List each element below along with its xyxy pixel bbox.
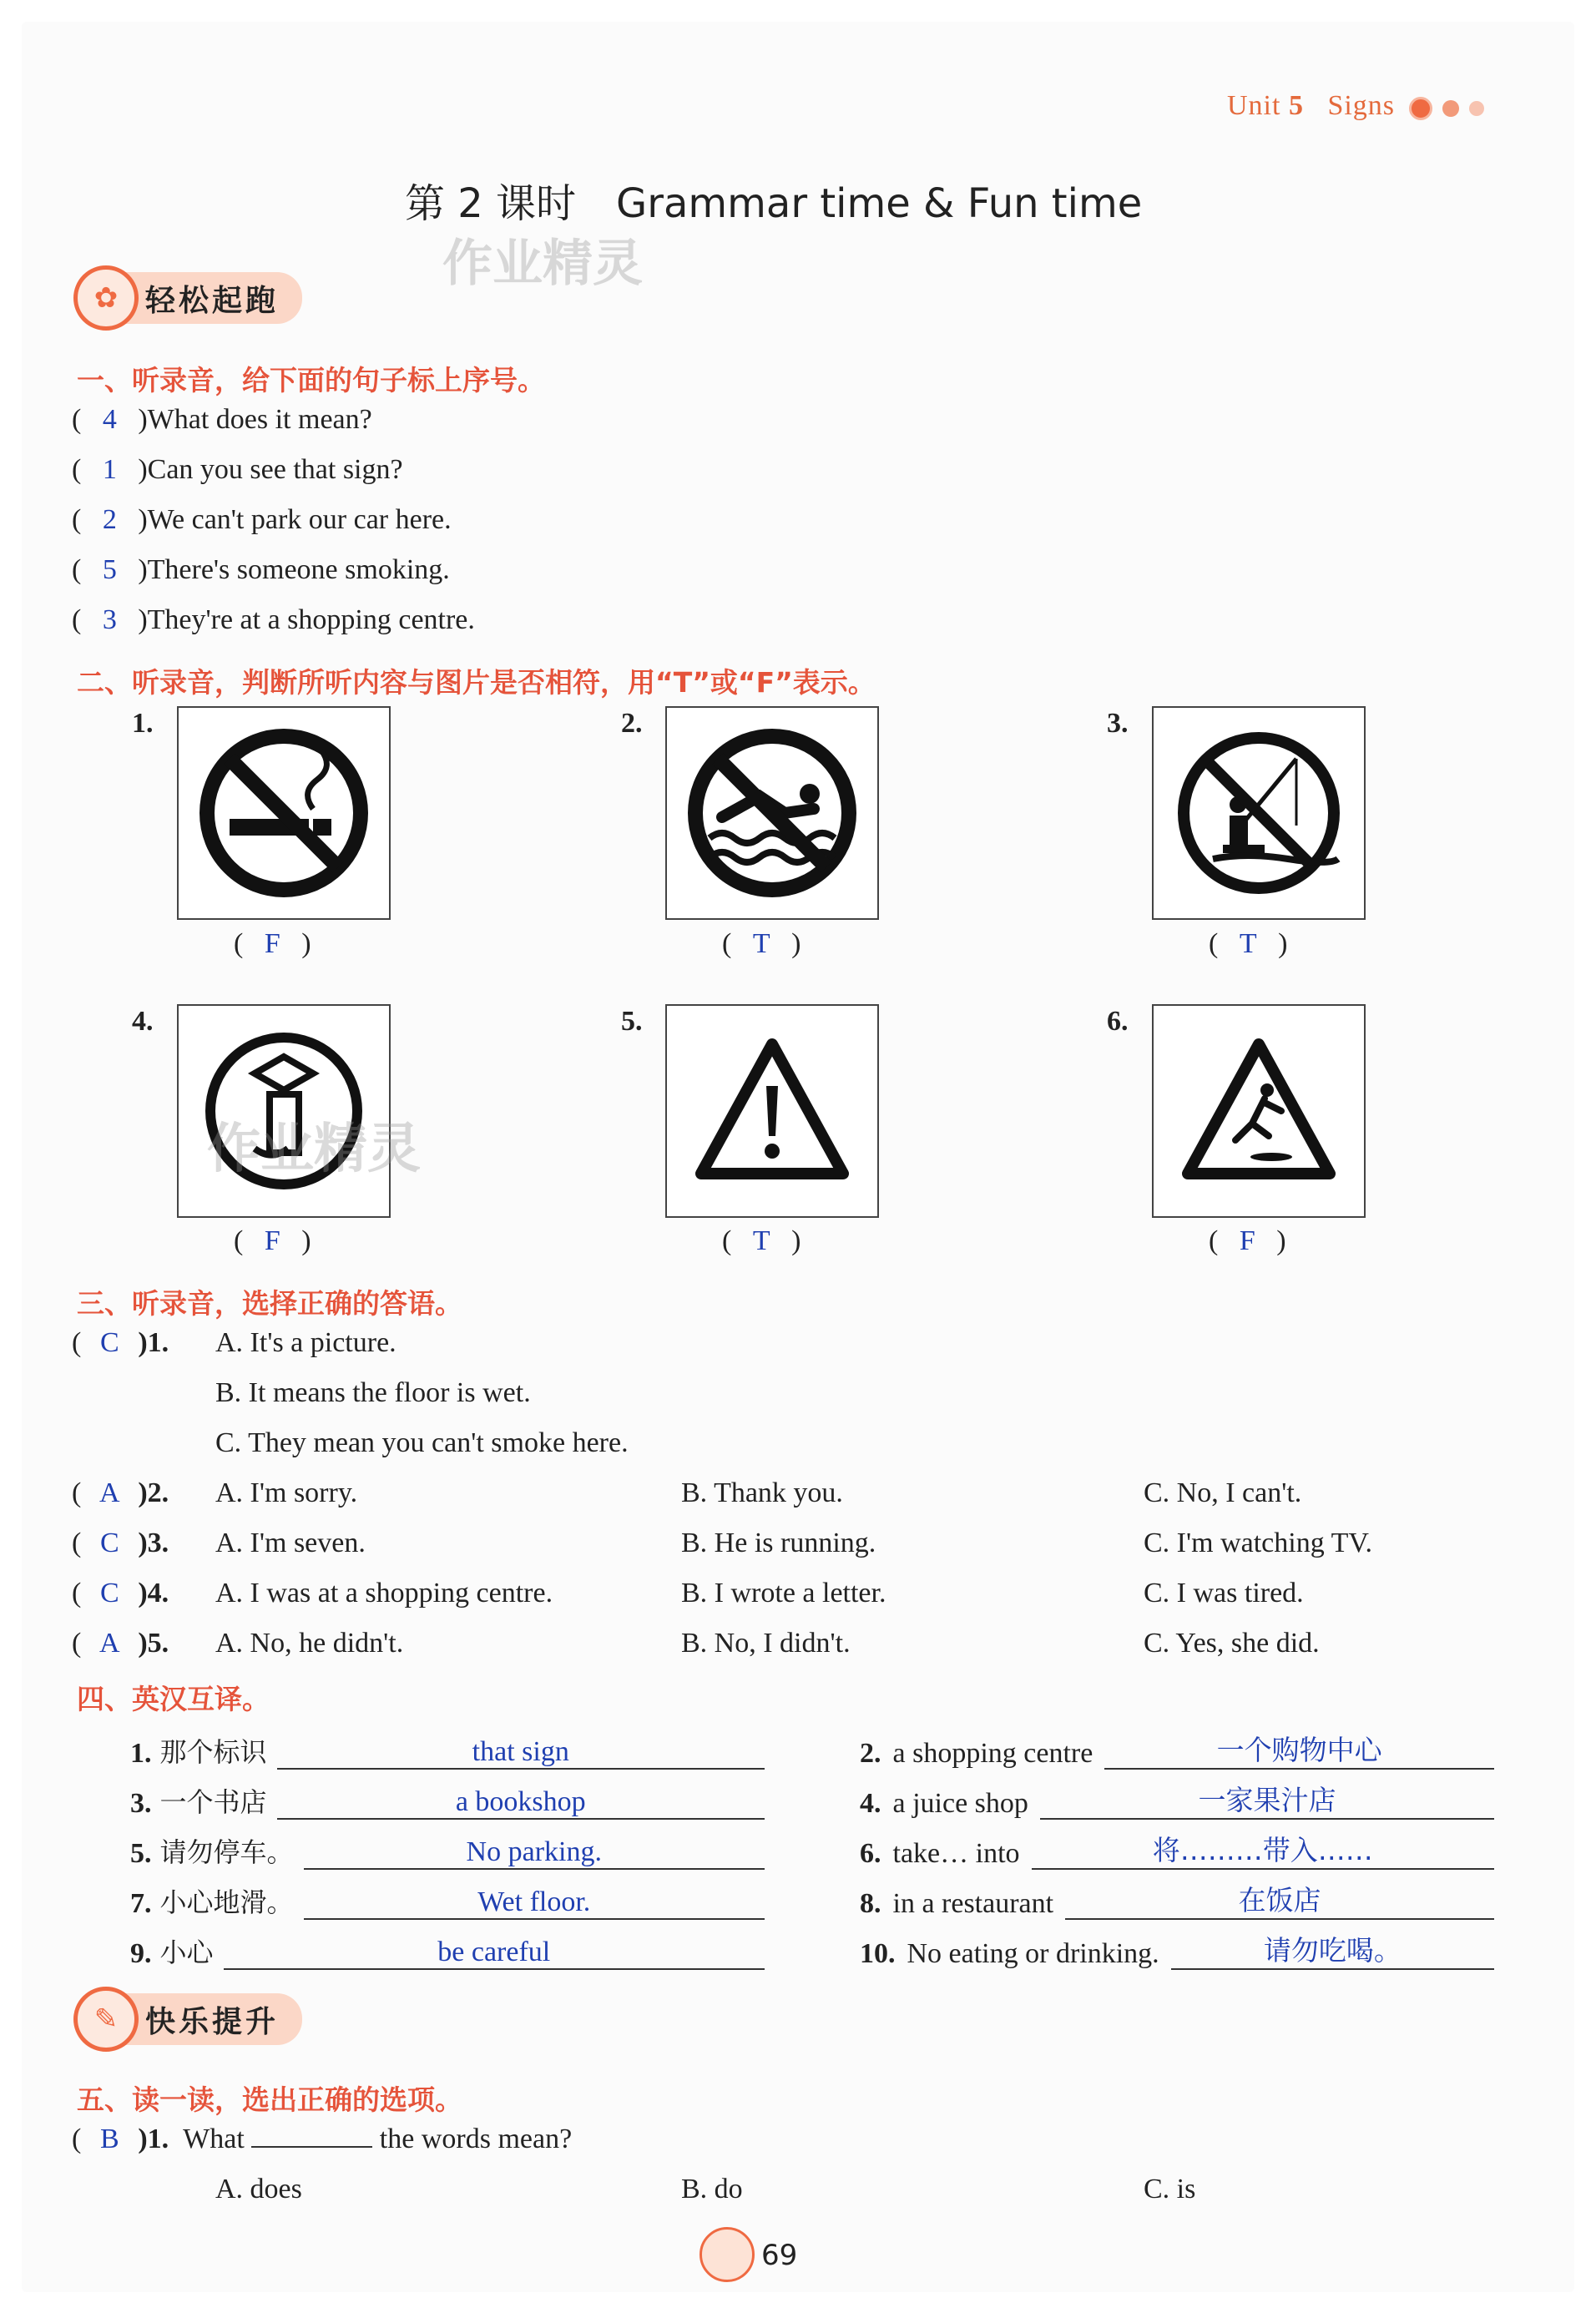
section5-heading: 五、读一读，选出正确的选项。 xyxy=(77,2083,462,2116)
answer: 3 xyxy=(102,604,117,635)
translation-row xyxy=(860,1770,1494,1820)
question-number: )3. xyxy=(138,1528,169,1558)
page-title: 第 2 课时 Grammar time & Fun time xyxy=(405,180,1143,227)
no-fishing-icon xyxy=(1152,706,1366,920)
answer-blank[interactable]: that sign xyxy=(277,1736,765,1770)
option-b: B. He is running. xyxy=(681,1528,876,1558)
translation-row xyxy=(130,1820,765,1870)
no-swimming-icon xyxy=(665,706,879,920)
answer: 2 xyxy=(102,504,117,535)
question-number: )5. xyxy=(138,1628,169,1659)
answer: 4 xyxy=(102,404,117,435)
page-number: 69 xyxy=(761,2239,798,2272)
prompt: No eating or drinking. xyxy=(907,1938,1159,1969)
option-b: B. Thank you. xyxy=(681,1477,843,1508)
option-a: A. No, he didn't. xyxy=(215,1628,404,1659)
translation-row xyxy=(860,1920,1494,1970)
question-number: )4. xyxy=(138,1578,169,1608)
question-row: ( C )4. A. I was at a shopping centre. B. I wrote a letter. C. I was tired. xyxy=(72,1578,1304,1608)
answer-box: ( T ) xyxy=(722,928,801,959)
question-number: )1. xyxy=(138,2124,169,2154)
badge-label: 轻松起跑 xyxy=(145,283,280,318)
sign-number: 5. xyxy=(621,1006,643,1037)
option-c: C. I'm watching TV. xyxy=(1144,1528,1373,1558)
section-badge-warmup xyxy=(77,272,302,324)
option-a: A. I'm seven. xyxy=(215,1528,366,1558)
answer-blank[interactable]: be careful xyxy=(224,1937,765,1970)
answer-blank[interactable]: a bookshop xyxy=(277,1786,765,1820)
unit-header xyxy=(1227,90,1395,122)
item-number: 5. xyxy=(130,1838,152,1869)
answer: B xyxy=(99,2124,119,2154)
option-c: C. They mean you can't smoke here. xyxy=(215,1427,629,1458)
translation-row xyxy=(860,1720,1494,1770)
option-a: A. I'm sorry. xyxy=(215,1477,358,1508)
unit-prefix: Unit xyxy=(1227,90,1281,121)
translation-row xyxy=(130,1720,765,1770)
option-b: B. do xyxy=(681,2174,743,2204)
section3-heading: 三、听录音，选择正确的答语。 xyxy=(77,1287,462,1320)
option-a: A. It's a picture. xyxy=(215,1327,396,1358)
translation-row xyxy=(130,1770,765,1820)
answer: T xyxy=(1239,928,1257,959)
sentence: )They're at a shopping centre. xyxy=(138,604,475,635)
answer-box: ( F ) xyxy=(234,928,311,959)
answer: F xyxy=(264,928,280,959)
runner-icon: ✿ xyxy=(73,265,139,331)
list-item: ( 3 )They're at a shopping centre. xyxy=(72,604,475,635)
unit-number: 5 xyxy=(1288,90,1304,121)
sign-number: 2. xyxy=(621,708,643,739)
prompt: 请勿停车。 xyxy=(159,1836,294,1868)
header-dots-icon xyxy=(1409,97,1491,120)
answer-blank[interactable]: No parking. xyxy=(304,1836,765,1870)
answer: T xyxy=(752,1225,770,1256)
item-number: 10. xyxy=(860,1938,896,1969)
sentence: )What does it mean? xyxy=(138,404,372,435)
question-row: ( C )3. A. I'm seven. B. He is running. C. I'm watching TV. xyxy=(72,1528,1373,1558)
prompt: 一个书店 xyxy=(159,1786,267,1818)
no-smoking-icon xyxy=(177,706,391,920)
prompt: 小心地滑。 xyxy=(159,1886,294,1918)
page-number-icon xyxy=(700,2227,755,2282)
prompt: 小心 xyxy=(159,1937,214,1968)
option-c: C. I was tired. xyxy=(1144,1578,1304,1608)
item-number: 3. xyxy=(130,1788,152,1819)
answer: C xyxy=(99,1578,119,1608)
prompt: a shopping centre xyxy=(892,1738,1093,1769)
answer: T xyxy=(752,928,770,959)
prompt: 那个标识 xyxy=(159,1736,267,1768)
watermark-2: 作业精灵 xyxy=(207,1119,421,1180)
unit-title: Signs xyxy=(1327,90,1396,121)
book-icon: ✎ xyxy=(73,1987,139,2052)
option-a: A. does xyxy=(215,2174,302,2204)
item-number: 1. xyxy=(130,1738,152,1769)
sentence: )There's someone smoking. xyxy=(138,554,450,585)
answer-box: ( F ) xyxy=(234,1225,311,1256)
list-item: ( 5 )There's someone smoking. xyxy=(72,554,450,585)
question-text-start: What xyxy=(183,2124,245,2154)
wet-floor-icon xyxy=(1152,1004,1366,1218)
question-row: ( C )1. xyxy=(72,1327,169,1358)
item-number: 4. xyxy=(860,1788,881,1819)
translation-row xyxy=(130,1920,765,1970)
answer-blank[interactable]: 在饭店 xyxy=(1065,1879,1494,1920)
option-a: A. I was at a shopping centre. xyxy=(215,1578,553,1608)
question-row: ( B )1. What the words mean? xyxy=(72,2124,573,2154)
question-row: ( A )2. A. I'm sorry. B. Thank you. C. No, I can't. xyxy=(72,1477,1302,1508)
sign-number: 3. xyxy=(1107,708,1129,739)
answer-blank[interactable]: 一家果汁店 xyxy=(1040,1779,1494,1820)
section1-list xyxy=(72,404,475,654)
section1-heading: 一、听录音，给下面的句子标上序号。 xyxy=(77,364,545,396)
translation-right-column xyxy=(860,1720,1494,1970)
answer: A xyxy=(99,1477,120,1508)
section-badge-advance xyxy=(77,1993,302,2045)
question-number: )2. xyxy=(138,1477,169,1508)
item-number: 8. xyxy=(860,1888,881,1919)
badge-label: 快乐提升 xyxy=(145,2004,280,2039)
option-c: C. No, I can't. xyxy=(1144,1477,1302,1508)
sign-number: 4. xyxy=(132,1006,154,1037)
answer: 5 xyxy=(102,554,117,585)
option-c: C. is xyxy=(1144,2174,1196,2204)
translation-row xyxy=(860,1820,1494,1870)
translation-row xyxy=(130,1870,765,1920)
answer: C xyxy=(99,1327,119,1358)
question-blank[interactable] xyxy=(251,2146,372,2148)
answer-box: ( T ) xyxy=(722,1225,801,1256)
watermark: 作业精灵 xyxy=(442,235,643,293)
item-number: 6. xyxy=(860,1838,881,1869)
answer: C xyxy=(99,1528,119,1558)
translation-row xyxy=(860,1870,1494,1920)
prompt: in a restaurant xyxy=(892,1888,1054,1919)
sentence: )Can you see that sign? xyxy=(138,454,403,485)
question-row: ( A )5. A. No, he didn't. B. No, I didn't. C. Yes, she did. xyxy=(72,1628,1320,1659)
list-item: ( 1 )Can you see that sign? xyxy=(72,454,403,485)
answer-blank[interactable]: 一个购物中心 xyxy=(1104,1729,1494,1770)
section4-heading: 四、英汉互译。 xyxy=(77,1683,270,1715)
list-item: ( 2 )We can't park our car here. xyxy=(72,504,452,535)
answer-blank[interactable]: 请勿吃喝。 xyxy=(1171,1929,1494,1970)
sign-number: 1. xyxy=(132,708,154,739)
question-text-end: the words mean? xyxy=(379,2124,573,2154)
prompt: take… into xyxy=(892,1838,1020,1869)
translation-left-column xyxy=(130,1720,765,1970)
option-b: B. It means the floor is wet. xyxy=(215,1377,531,1408)
sign-number: 6. xyxy=(1107,1006,1129,1037)
item-number: 7. xyxy=(130,1888,152,1919)
warning-icon xyxy=(665,1004,879,1218)
option-c: C. Yes, she did. xyxy=(1144,1628,1320,1659)
question-list xyxy=(72,1477,1558,1678)
sentence: )We can't park our car here. xyxy=(138,504,452,535)
answer: A xyxy=(99,1628,120,1659)
answer: 1 xyxy=(102,454,117,485)
answer-box: ( T ) xyxy=(1209,928,1288,959)
answer-blank[interactable]: Wet floor. xyxy=(304,1886,765,1920)
option-b: B. I wrote a letter. xyxy=(681,1578,886,1608)
item-number: 9. xyxy=(130,1938,152,1969)
answer-box: ( F ) xyxy=(1209,1225,1286,1256)
item-number: 2. xyxy=(860,1738,881,1769)
option-b: B. No, I didn't. xyxy=(681,1628,851,1659)
answer: F xyxy=(1239,1225,1255,1256)
section2-heading: 二、听录音，判断所听内容与图片是否相符，用“T”或“F”表示。 xyxy=(77,666,876,699)
prompt: a juice shop xyxy=(892,1788,1028,1819)
answer-blank[interactable]: 将………带入…… xyxy=(1032,1829,1494,1870)
list-item: ( 4 )What does it mean? xyxy=(72,404,372,435)
answer: F xyxy=(264,1225,280,1256)
question-number: )1. xyxy=(138,1327,169,1358)
